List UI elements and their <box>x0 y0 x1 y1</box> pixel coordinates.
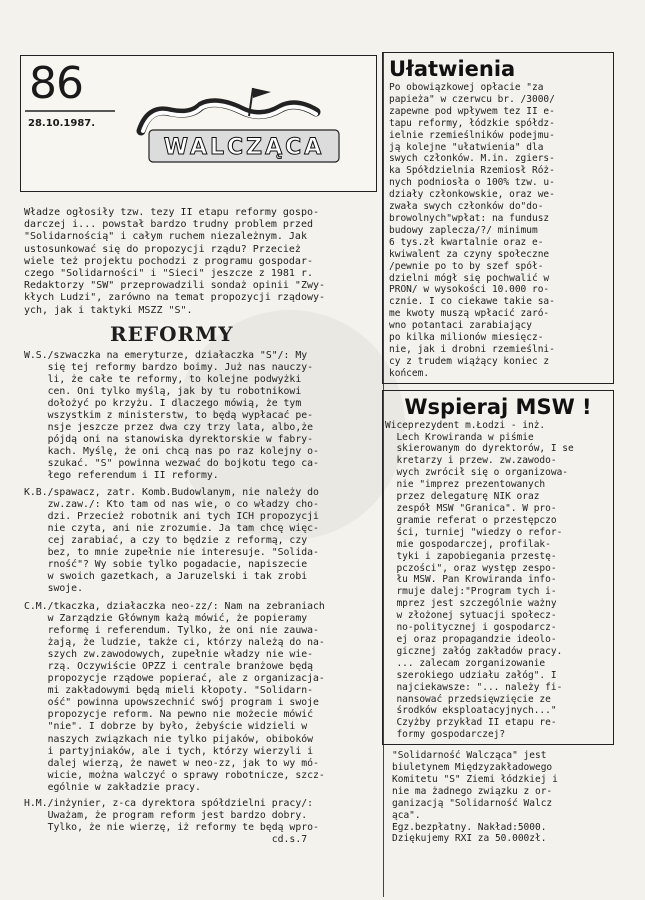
msw-line: przez delegaturę NIK oraz <box>385 491 540 503</box>
ulatwienia-line: 6 tys.zł kwartalnie oraz e- <box>389 236 544 248</box>
opinion-line: nsje jeszcze przez dwa czy trzy lata, albo,że <box>24 422 314 434</box>
opinion-line: łego referendum i II reformy. <box>24 470 219 482</box>
msw-line: ... zalecam zorganizowanie <box>385 657 546 669</box>
opinion-line: w Zarządzie Głównym każą mówić, że popieramy <box>24 613 308 625</box>
ulatwienia-line: działy członkowskie, oraz we- <box>389 189 555 201</box>
ulatwienia-line: tapu reformy, łódzkie spółdz- <box>389 117 555 129</box>
opinion-line: w swoich gazetkach, a Jaruzelski i tak zrobi <box>24 571 308 583</box>
ulatwienia-line: budowy zaplecza/?/ minimum <box>389 224 538 236</box>
opinion-line: pójdą oni na stanowiska dyrektorskie w fabry- <box>24 434 314 446</box>
msw-title: Wspieraj MSW ! <box>404 394 592 419</box>
opinion-line: propozycje reform. Na pewno nie możecie mówić <box>24 709 314 721</box>
opinion-line: rność"? Wy sobie tylko pogadacie, napiszecie <box>24 559 308 571</box>
footer-line: "Solidarność Walcząca" jest <box>392 750 547 762</box>
intro-line: darczej i... powstał bardzo trudny problem przed <box>24 219 313 231</box>
opinion-line: mi zakładowymi będą mieli kłopoty. "Solidarn- <box>24 685 314 697</box>
footer-line: Dziękujemy RXI za 50.000zł. <box>392 833 547 845</box>
intro-line: "Solidarnością" i całym ruchem niezależnym. Jak <box>24 231 307 243</box>
ulatwienia-line: me kwoty muszą wpłacić zaró- <box>389 308 550 320</box>
msw-line: Lech Krowiranda w piśmie <box>385 431 534 443</box>
ulatwienia-line: wno potantaci zarabiający <box>389 320 532 332</box>
opinion-line: szych zw.zawodowych, zupełnie władzy nie wie- <box>24 649 314 661</box>
opinion-line: propozycje rządowe popierać, ale z organizacja- <box>24 673 325 685</box>
opinion-line: zw.zaw./: Kto tam od nas wie, o co władzy cho- <box>24 499 319 511</box>
opinion-line: rzą. Oczywiście OPZZ i centrale branżowe będą <box>24 661 314 673</box>
opinion-line: wicie, można walczyć o sprawy robotnicze, szcz- <box>24 769 325 781</box>
ulatwienia-line: nie, jak i drobni rzemieślni- <box>389 343 555 355</box>
msw-line: formy gospodarczej? <box>385 729 506 741</box>
opinion-line: żają, że ludzie, także ci, którzy należą do na- <box>24 637 325 649</box>
opinion-line: dzi. Przecież robotnik ani tych ICH propozycji <box>24 511 319 523</box>
opinion-line: wszystkim z ministerstw, to będą wypłacać pe- <box>24 410 314 422</box>
ulatwienia-line: nych podniosła o 100% tzw. u- <box>389 177 555 189</box>
msw-line: w złożonej sytuacji społecz- <box>385 610 557 622</box>
opinion-line: reformę i referendum. Tylko, że oni nie zauwa- <box>24 625 319 637</box>
ulatwienia-line: swych członków. M.in. zgiers- <box>389 153 555 165</box>
msw-body <box>385 420 607 741</box>
opinion-line: szukać. "S" powinna wezwać do bojkotu tego ca- <box>24 458 319 470</box>
msw-line: nie "imprez prezentowanych <box>385 479 546 491</box>
footer-line: ganizacją "Solidarność Walcz <box>392 797 553 809</box>
ulatwienia-line: zapewne pod wpływem tez II e- <box>389 105 555 117</box>
intro-line: Redaktorzy "SW" przeprowadzili sondaż opinii "Zwy- <box>24 280 326 292</box>
msw-line: mie gospodarczej, profilak- <box>385 538 551 550</box>
intro-paragraph <box>24 207 379 317</box>
opinion-ws <box>24 350 384 483</box>
issue-number-underline <box>25 104 117 118</box>
opinion-line: i partyjniaków, ale i tych, którzy wierzyli i <box>24 745 314 757</box>
ulatwienia-line: PRON/ w wysokości 10.000 ro- <box>389 284 550 296</box>
footer-line: biuletynem Międzyzakładowego <box>392 762 553 774</box>
intro-line: ustosunkować się do propozycji rządu? Przecież <box>24 243 301 255</box>
opinion-line: "nie". I dobrze by było, żebyście widzieli w <box>24 721 308 733</box>
ulatwienia-line: Po obowiązkowej opłacie "za <box>389 82 544 93</box>
msw-line: kretarzy i przew. zw.zawodo- <box>385 455 557 467</box>
logo-walczaca-text: WALCZĄCA <box>163 135 325 160</box>
opinion-line: ość" powinna upowszechnić swój program i swoje <box>24 697 319 709</box>
opinion-line: ególnie w zakładzie pracy. <box>24 781 201 793</box>
footer-line: Komitetu "S" Ziemi łódzkiej i <box>392 773 558 785</box>
issue-date: 28.10.1987. <box>28 118 96 129</box>
ulatwienia-line: po kilka milionów miesięcz- <box>389 332 544 344</box>
opinion-line: W.S./szwaczka na emeryturze, działaczka "S"/: My <box>24 350 308 361</box>
opinion-line: się tej reformy bardzo boimy. Już nas nauczy- <box>24 362 314 374</box>
msw-line: tyki i zapobiegania przestę- <box>385 550 557 562</box>
intro-line: Władze ogłosiły tzw. tezy II etapu reformy gospo- <box>24 207 320 218</box>
msw-line: najciekawsze: "... należy fi- <box>385 681 563 693</box>
msw-line: mprez jest szczególnie ważny <box>385 598 557 610</box>
ulatwienia-line: dzielni mógł się pochwalić w <box>389 272 550 284</box>
ulatwienia-line: /pewnie po to by szef spół- <box>389 260 544 272</box>
opinion-line: bez, to mnie zupełnie nie interesuje. "Solida- <box>24 547 319 559</box>
publication-footer <box>384 750 614 845</box>
masthead <box>20 55 377 192</box>
intro-line: ych, jak i taktyki MSZZ "S". <box>24 304 193 316</box>
ulatwienia-line: browolnych"wpłat: na fundusz <box>389 212 550 224</box>
opinion-line: Tylko, że nie wierzę, iż reformy te będą wpro- <box>24 822 319 834</box>
msw-line: zespół MSW "Granica". W pro- <box>385 503 557 514</box>
opinion-line: H.M./inżynier, z-ca dyrektora spółdzielni pracy/: <box>24 798 314 809</box>
ulatwienia-line: cznie. I co ciekawe takie sa- <box>389 296 555 308</box>
msw-line: pczości", oraz występ zespo- <box>385 562 557 574</box>
intro-line: kłych Ludzi", zarówno na temat propozycji rządowy- <box>24 292 326 304</box>
opinion-line: C.M./tkaczka, działaczka neo-zz/: Nam na zebraniach <box>24 601 325 612</box>
opinion-line: Uważam, że program reform jest bardzo dobry. <box>24 810 308 822</box>
msw-line: Wiceprezydent m.Łodzi - inż. <box>385 419 546 431</box>
msw-line: szerokiego udziału załóg". I <box>385 669 557 681</box>
intro-line: czego "Solidarności" i "Sieci" jeszcze z 1981 r. <box>24 268 313 280</box>
opinion-line: li, że całe te reformy, to kolejne podwyżki <box>24 374 302 386</box>
ulatwienia-line: papieża" w czerwcu br. /3000/ <box>389 93 555 105</box>
ulatwienia-line: ka Spółdzielnia Rzemiosł Róż- <box>389 165 555 177</box>
opinion-line: swoje. <box>24 583 83 595</box>
msw-line: no-politycznej i gospodarcz- <box>385 622 557 634</box>
right-column <box>384 52 614 845</box>
opinion-hm <box>24 798 384 846</box>
msw-line: wych zwrócił się o organizowa- <box>385 467 569 479</box>
intro-line: wiele też projektu pochodzi z programu gospodar- <box>24 255 313 267</box>
issue-number: 86 <box>29 58 83 109</box>
opinion-line: cen. Oni tylko myślą, jak by tu robotnikowi <box>24 386 302 398</box>
ulatwienia-body <box>389 82 607 380</box>
opinion-line: cej zarabiać, a czy to będzie z reformą, czy <box>24 535 308 547</box>
opinion-cm <box>24 601 384 794</box>
msw-line: Czyżby przykład II etapu re- <box>385 717 557 729</box>
footer-line: Egz.bezpłatny. Nakład:5000. <box>392 821 547 833</box>
solidarnosc-walczaca-logo <box>131 86 371 186</box>
msw-line: łu MSW. Pan Krowiranda info- <box>385 574 557 586</box>
msw-box <box>382 390 614 745</box>
opinion-line: dalej wierzą, że nawet w neo-zz, jak to wy mó- <box>24 757 319 769</box>
ulatwienia-line: ielnie rzemieślników podejmu- <box>389 129 555 141</box>
opinion-line: nie czyta, ani nie zrozumie. Ja tam chcę więc- <box>24 523 319 535</box>
msw-line: ej oraz propagandzie ideolo- <box>385 633 557 645</box>
reformy-heading: REFORMY <box>110 322 234 346</box>
opinion-line: naszych związkach nie tylko pijaków, obiboków <box>24 733 314 745</box>
footer-line: nie ma żadnego związku z or- <box>392 785 553 797</box>
msw-line: rmuje dalej:"Program tych i- <box>385 586 557 598</box>
ulatwienia-line: końcem. <box>389 367 430 379</box>
ulatwienia-line: kwiwalent za czyny społeczne <box>389 248 550 260</box>
opinion-line: K.B./spawacz, zatr. Komb.Budowlanym, nie należy do <box>24 487 319 498</box>
msw-line: gramie referat o przestępczo <box>385 514 557 526</box>
msw-line: gicznej załóg zakładów pracy. <box>385 645 563 657</box>
opinion-line: kach. Myślę, że oni chcą nas po raz kolejny o- <box>24 446 319 458</box>
opinion-line: cd.s.7 <box>24 834 308 846</box>
opinion-kb <box>24 487 384 595</box>
ulatwienia-box <box>382 52 614 384</box>
ulatwienia-line: zwała swych członków do"do- <box>389 201 544 213</box>
ulatwienia-line: ją kolejne "ułatwienia" dla <box>389 141 544 153</box>
opinion-line: dołożyć po krzyżu. I dlaczego mówią, że tym <box>24 398 302 410</box>
footer-line: ąca". <box>392 809 421 821</box>
msw-line: środków eksploatacyjnych..." <box>385 705 557 717</box>
msw-line: nansować przedsięwzięcie ze <box>385 693 551 705</box>
ulatwienia-line: cy z trudem wiążący koniec z <box>389 355 550 367</box>
msw-line: ści, turniej "wiedzy o refor- <box>385 526 563 538</box>
ulatwienia-title: Ułatwienia <box>389 57 516 81</box>
msw-line: skierowanym do dyrektorów, I se <box>385 443 574 455</box>
